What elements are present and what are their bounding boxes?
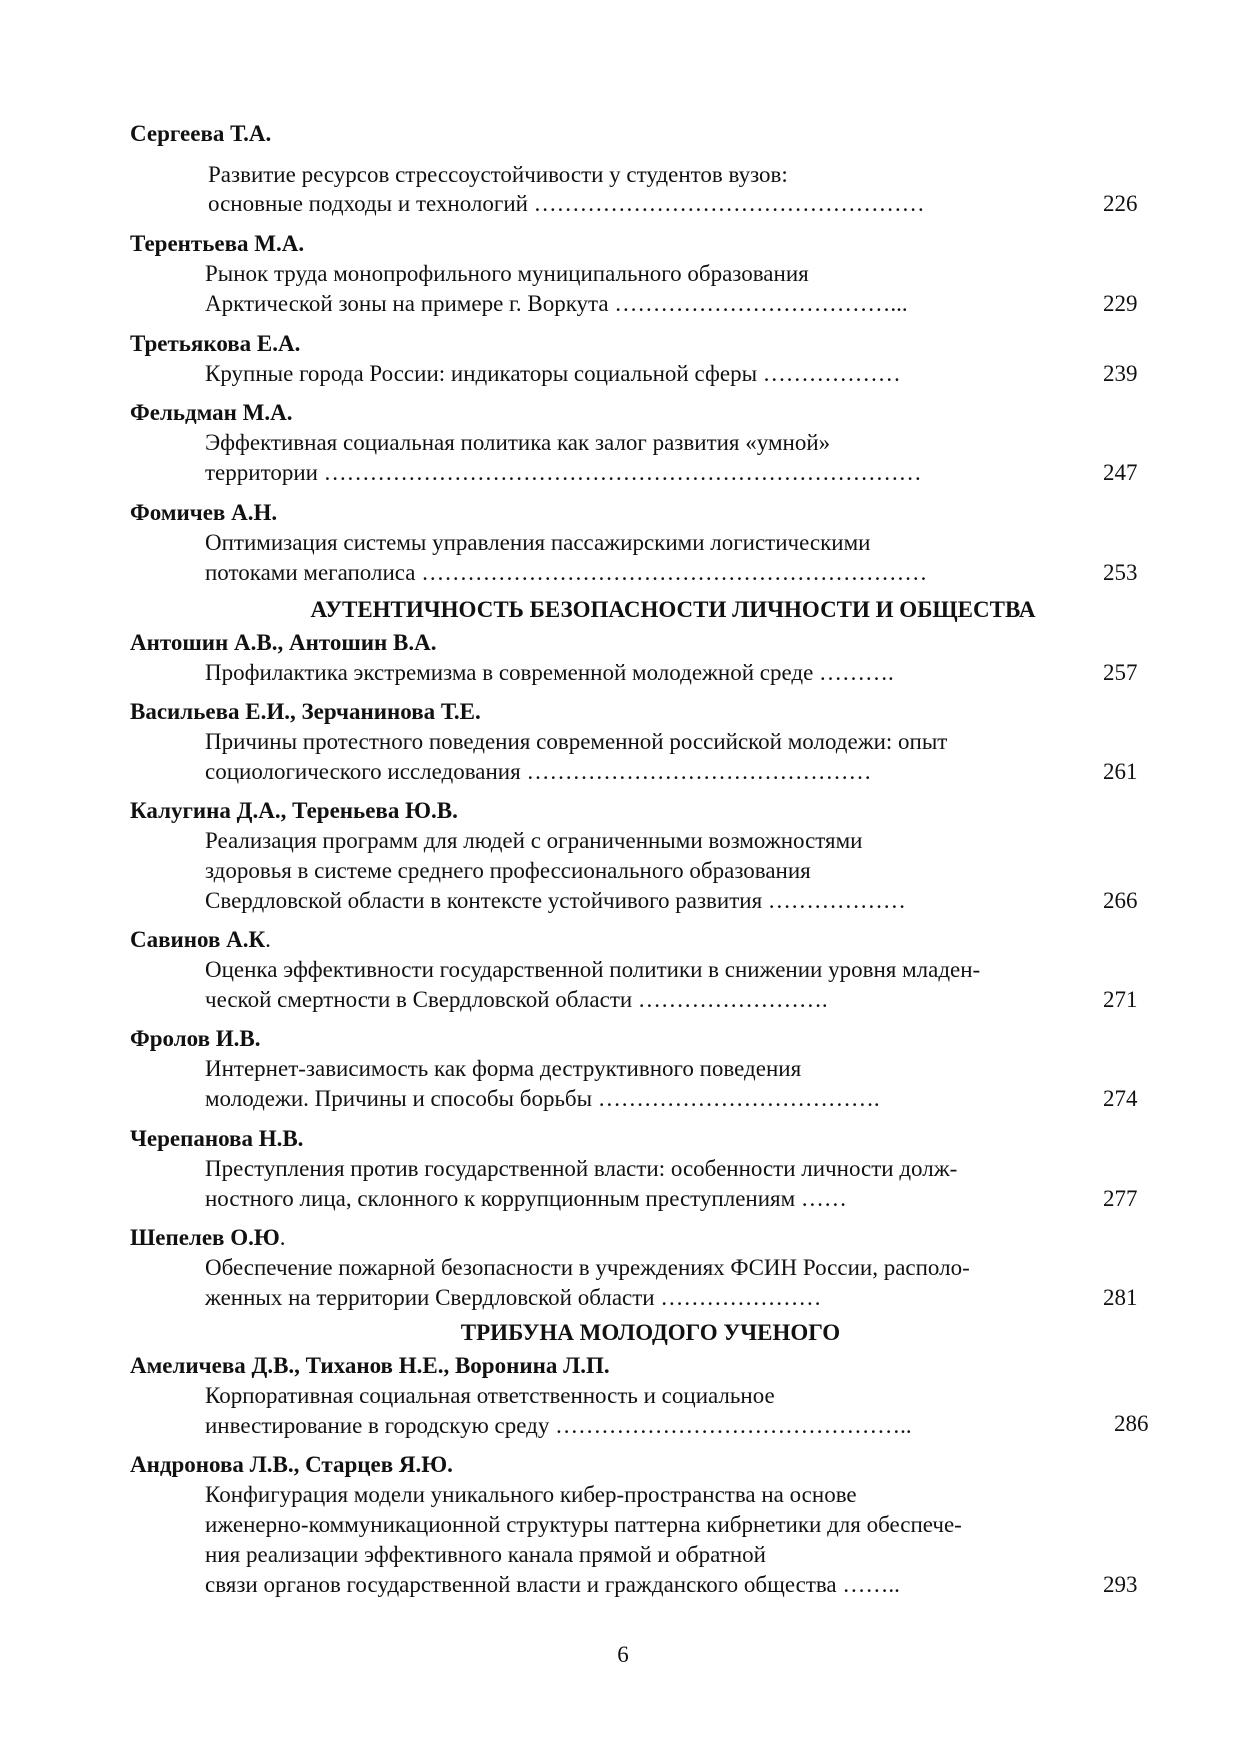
toc-author: Амеличева Д.В., Тиханов Н.Е., Воронина Л.П. (130, 1353, 610, 1378)
toc-title-line: Эффективная социальная политика как залог развития «умной» (205, 430, 831, 455)
toc-title-line: территории …………………………………………………………………… (205, 460, 922, 485)
toc-title-line: ния реализации эффективного канала прямой и обратной (205, 1542, 766, 1567)
toc-author: Сергеева Т.А. (130, 121, 272, 146)
toc-author-suffix: . (265, 927, 271, 952)
toc-title-line: здоровья в системе среднего профессионального образования (205, 858, 811, 883)
toc-title-line: основные подходы и технологий …………………………………………… (208, 191, 925, 216)
toc-title-line: Преступления против государственной власти: особенности личности долж- (205, 1156, 958, 1181)
toc-title-line: Рынок труда монопрофильного муниципального образования (205, 261, 809, 286)
toc-page-ref: 277 (1103, 1186, 1138, 1211)
toc-page-ref: 266 (1103, 888, 1138, 913)
toc-title-line: Причины протестного поведения современной российской молодежи: опыт (205, 729, 948, 754)
toc-title-line: инвестирование в городскую среду ……………………………………….. (205, 1413, 912, 1438)
toc-page-ref: 261 (1103, 759, 1138, 784)
toc-page-ref: 247 (1103, 460, 1138, 485)
toc-author: Андронова Л.В., Старцев Я.Ю. (130, 1452, 453, 1477)
section-heading: ТРИБУНА МОЛОДОГО УЧЕНОГО (460, 1320, 841, 1345)
page-number: 6 (617, 1642, 629, 1667)
toc-author: Третьякова Е.А. (130, 331, 301, 356)
toc-page-ref: 271 (1103, 987, 1138, 1012)
toc-title-line: ческой смертности в Свердловской области ……………………. (205, 987, 828, 1012)
toc-title-line: Арктической зоны на примере г. Воркута ………………………………... (205, 291, 908, 316)
toc-author (130, 925, 271, 955)
toc-author: Антошин А.В., Антошин В.А. (130, 630, 437, 655)
toc-title-line: Конфигурация модели уникального кибер-пространства на основе (205, 1482, 857, 1507)
toc-title-line: Оптимизация системы управления пассажирскими логистическими (205, 530, 871, 555)
toc-title-line: Интернет-зависимость как форма деструктивного поведения (205, 1056, 802, 1081)
toc-page-ref: 226 (1103, 191, 1138, 216)
toc-author (130, 1223, 286, 1253)
toc-title-line: социологического исследования ……………………………………… (205, 759, 872, 784)
toc-author-name: Савинов А.К (130, 927, 266, 952)
toc-page-ref: 229 (1103, 291, 1138, 316)
toc-author: Фомичев А.Н. (130, 500, 278, 525)
toc-author: Фельдман М.А. (130, 400, 293, 425)
toc-title-line: молодежи. Причины и способы борьбы ………………………………. (205, 1086, 880, 1111)
toc-title-line: потоками мегаполиса ………………………………………………………… (205, 560, 928, 585)
toc-title-line: ностного лица, склонного к коррупционным преступлениям …… (205, 1186, 847, 1211)
toc-title-line: Развитие ресурсов стрессоустойчивости у студентов вузов: (208, 162, 788, 187)
toc-page-ref: 257 (1103, 660, 1138, 685)
toc-title-line: связи органов государственной власти и гражданского общества …….. (205, 1572, 900, 1597)
toc-title-line: Корпоративная социальная ответственность и социальное (205, 1383, 775, 1408)
toc-title-line: иженерно-коммуникационной структуры паттерна кибрнетики для обеспече- (205, 1512, 962, 1537)
toc-author: Васильева Е.И., Зерчанинова Т.Е. (130, 699, 481, 724)
toc-page-ref: 286 (1114, 1411, 1149, 1436)
toc-author-name: Шепелев О.Ю (130, 1225, 280, 1250)
toc-title-line: Профилактика экстремизма в современной молодежной среде ………. (205, 660, 894, 685)
toc-title-line: Обеспечение пожарной безопасности в учреждениях ФСИН России, располо- (205, 1255, 970, 1280)
toc-author-suffix: . (279, 1225, 286, 1250)
toc-author: Черепанова Н.В. (130, 1126, 304, 1151)
toc-page-ref: 253 (1103, 560, 1138, 585)
toc-author: Терентьева М.А. (130, 231, 305, 256)
toc-title-line: Крупные города России: индикаторы социальной сферы ……………… (205, 361, 901, 386)
toc-page-ref: 281 (1103, 1285, 1138, 1310)
toc-author: Калугина Д.А., Тереньева Ю.В. (130, 798, 458, 823)
toc-page-ref: 274 (1103, 1086, 1138, 1111)
toc-title-line: Реализация программ для людей с ограниченными возможностями (205, 828, 863, 853)
toc-page-ref: 293 (1103, 1572, 1138, 1597)
toc-title-line: Свердловской области в контексте устойчивого развития ……………… (205, 888, 906, 913)
toc-title-line: женных на территории Свердловской области ………………… (205, 1285, 822, 1310)
toc-title-line: Оценка эффективности государственной политики в снижении уровня младен- (205, 957, 981, 982)
toc-author: Фролов И.В. (130, 1026, 261, 1051)
section-heading: АУТЕНТИЧНОСТЬ БЕЗОПАСНОСТИ ЛИЧНОСТИ И ОБЩЕСТВА (310, 597, 1036, 622)
toc-page-ref: 239 (1103, 361, 1138, 386)
